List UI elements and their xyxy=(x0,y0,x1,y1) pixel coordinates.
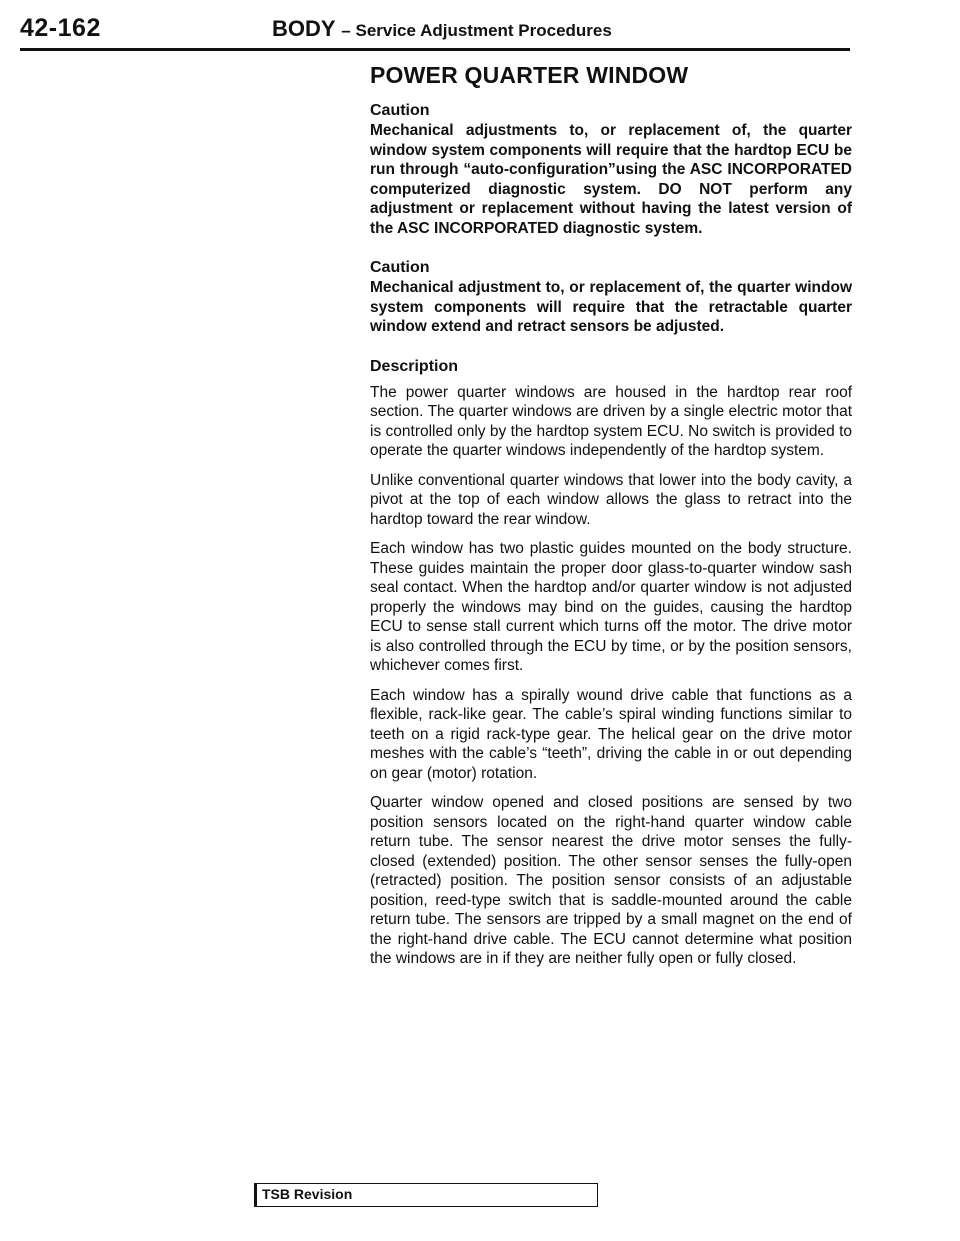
caution-text: Mechanical adjustments to, or replacement of, the quarter window system components will require that the hardtop ECU be run through “auto-configuration”using the ASC INCORPORATED computerized diagnostic system. DO NOT perform any adjustment or replacement without having the latest version of the ASC INCORPORATED diagnostic system. xyxy=(370,122,852,237)
caution-label: Caution xyxy=(370,102,430,119)
description-label: Description xyxy=(370,357,459,375)
header-title xyxy=(272,16,612,42)
page-header xyxy=(20,14,850,48)
description-paragraph: Each window has a spirally wound drive cable that functions as a flexible, rack-like gear. The cable’s spiral winding functions similar to teeth on a rigid rack-type gear. The helical gear on the drive motor meshes with the cable’s “teeth”, driving the cable in or out depending on gear (motor) rotation. xyxy=(370,686,852,782)
page-number: 42-162 xyxy=(20,14,101,42)
section-subtitle: – Service Adjustment Procedures xyxy=(341,21,612,40)
main-content xyxy=(370,62,852,979)
caution-block-1 xyxy=(370,101,852,238)
tsb-revision-label: TSB Revision xyxy=(262,1186,353,1202)
description-paragraph: Quarter window opened and closed positions are sensed by two position sensors located on the right-hand quarter window cable return tube. The sensor nearest the drive motor senses the fully-closed (extended) position. The other sensor senses the fully-open (retracted) position. The position sensor consists of an adjustable position, reed-type switch that is saddle-mounted around the cable return tube. The sensors are tripped by a small magnet on the end of the right-hand drive cable. The ECU cannot determine what position the windows are in if they are neither fully open or fully closed. xyxy=(370,794,852,967)
caution-label: Caution xyxy=(370,259,430,276)
description-paragraph: The power quarter windows are housed in the hardtop rear roof section. The quarter windows are driven by a single electric motor that is controlled only by the hardtop system ECU. No switch is provided to operate the quarter windows independently of the hardtop system. xyxy=(370,383,852,459)
section-name: BODY xyxy=(272,16,336,41)
page-title: POWER QUARTER WINDOW xyxy=(370,62,689,88)
header-rule xyxy=(20,48,850,51)
description-paragraph: Unlike conventional quarter windows that lower into the body cavity, a pivot at the top of each window allows the glass to retract into the hardtop toward the rear window. xyxy=(370,471,852,528)
tsb-revision-box xyxy=(254,1183,598,1207)
caution-text: Mechanical adjustment to, or replacement of, the quarter window system components will require that the retractable quarter window extend and retract sensors be adjusted. xyxy=(370,279,852,335)
description-paragraph: Each window has two plastic guides mounted on the body structure. These guides maintain the proper door glass-to-quarter window sash seal contact. When the hardtop and/or quarter window is not adjusted properly the windows may bind on the guides, causing the hardtop ECU to sense stall current which turns off the motor. The drive motor is also controlled through the ECU by time, or by the position sensors, whichever comes first. xyxy=(370,540,852,674)
caution-block-2 xyxy=(370,258,852,337)
